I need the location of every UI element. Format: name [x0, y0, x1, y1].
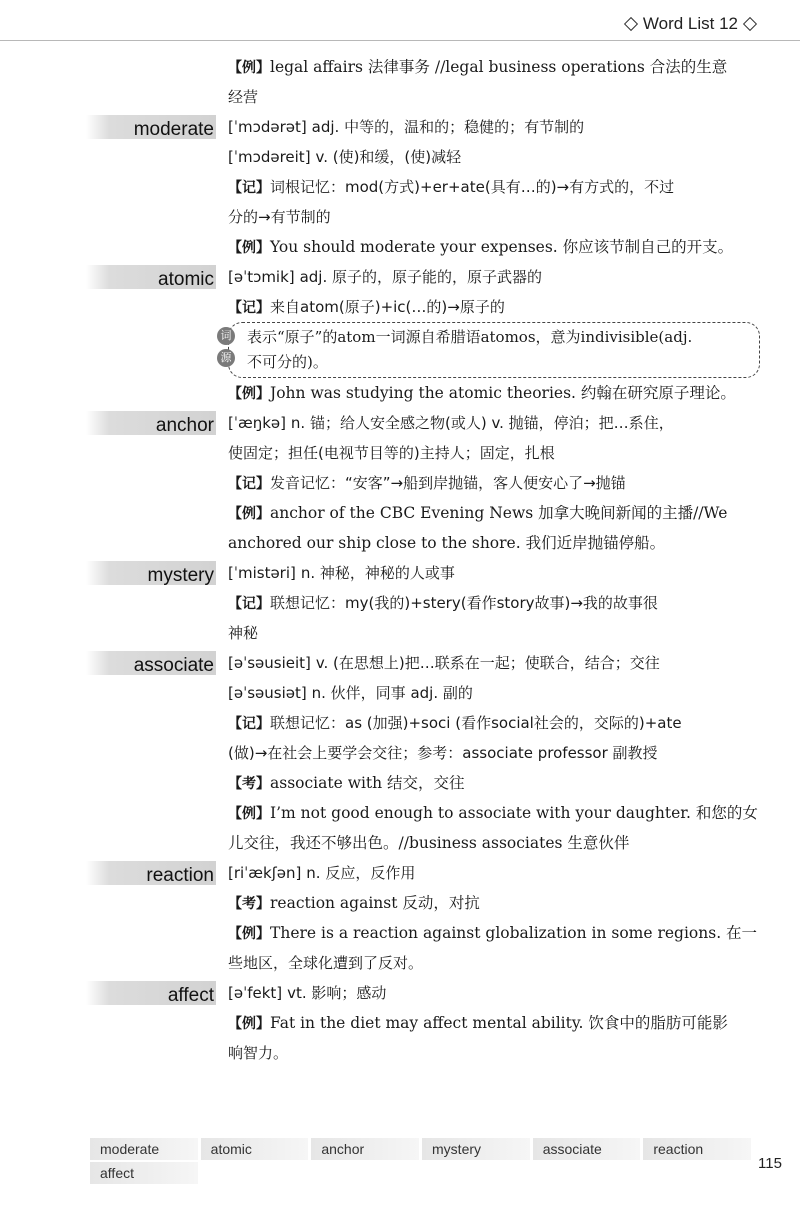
- example-tag: 【例】: [228, 506, 270, 522]
- example-tag: 【例】: [228, 926, 270, 942]
- pronunciation: [ˈmɔdəreit]: [228, 148, 311, 166]
- diamond-icon: [625, 18, 637, 30]
- memory-tag: 【记】: [228, 716, 270, 732]
- entry-anchor-ex2: [0, 528, 800, 558]
- definition: n. 神秘，神秘的人或事: [300, 564, 455, 582]
- headword-atomic: [86, 265, 216, 289]
- entry-reaction: [0, 858, 800, 888]
- headword-label: associate: [133, 655, 214, 676]
- example-text: 些地区，全球化遭到了反对。: [228, 954, 424, 972]
- pronunciation: [ˈæŋkə]: [228, 414, 286, 432]
- pronunciation: [riˈækʃən]: [228, 864, 302, 882]
- entry-reaction-ex2: [0, 948, 800, 978]
- headword-label: moderate: [133, 119, 214, 140]
- definition: adj. 原子的，原子能的，原子武器的: [299, 268, 543, 286]
- exam-tag: 【考】: [228, 896, 270, 912]
- example-text: 儿交往，我还不够出色。//business associates 生意伙伴: [228, 834, 630, 852]
- entry-reaction-kao: [0, 888, 800, 918]
- review-word-strip: [90, 1138, 754, 1186]
- entry-moderate-def2: [0, 142, 800, 172]
- page-number: 115: [758, 1155, 782, 1172]
- entry-affect-ex: [0, 1008, 800, 1038]
- headword-label: reaction: [146, 865, 214, 886]
- headword-reaction: [86, 861, 216, 885]
- example-tag: 【例】: [228, 806, 270, 822]
- definition: adj. 中等的，温和的；稳健的；有节制的: [311, 118, 585, 136]
- headword-label: affect: [167, 985, 214, 1006]
- headword-label: mystery: [147, 565, 214, 586]
- example-text: You should moderate your expenses. 你应该节制自己的开支。: [270, 238, 734, 256]
- entry-atomic-mem: [0, 292, 800, 322]
- entry-anchor-def2: [0, 438, 800, 468]
- example-text: legal affairs 法律事务 //legal business operations 合法的生意: [270, 58, 728, 76]
- entry-moderate-mem2: [0, 202, 800, 232]
- review-row-2: [90, 1162, 754, 1186]
- etymology-text: [247, 325, 749, 375]
- entry-anchor-mem: [0, 468, 800, 498]
- definition: vt. 影响；感动: [287, 984, 387, 1002]
- pronunciation: [əˈsəusieit]: [228, 654, 311, 672]
- headword-anchor: [86, 411, 216, 435]
- example-text: I’m not good enough to associate with your daughter. 和您的女: [270, 804, 758, 822]
- headword-label: atomic: [158, 269, 214, 290]
- memory-tag: 【记】: [228, 300, 270, 316]
- memory-text: 词根记忆：mod(方式)+er+ate(具有…的)→有方式的，不过: [270, 178, 675, 196]
- entry-affect-ex2: [0, 1038, 800, 1068]
- page-header: [0, 0, 800, 44]
- word-list-content: [0, 52, 800, 1068]
- exam-tag: 【考】: [228, 776, 270, 792]
- header-title-wrap: [625, 14, 756, 34]
- example-text: John was studying the atomic theories. 约翰在研究原子理论。: [270, 384, 736, 402]
- example-tag: 【例】: [228, 240, 270, 256]
- exam-text: associate with 结交，交往: [270, 774, 465, 792]
- entry-anchor-ex: [0, 498, 800, 528]
- review-word: associate: [533, 1138, 641, 1160]
- memory-text: 发音记忆：“安客”→船到岸抛锚，客人便安心了→抛锚: [270, 474, 626, 492]
- review-row-1: [90, 1138, 754, 1162]
- example-text: anchor of the CBC Evening News 加拿大晚间新闻的主播//We: [270, 504, 728, 522]
- lead-example-line: [0, 52, 800, 82]
- entry-associate-mem2: [0, 738, 800, 768]
- headword-affect: [86, 981, 216, 1005]
- example-text: anchored our ship close to the shore. 我们近岸抛锚停船。: [228, 534, 666, 552]
- headword-mystery: [86, 561, 216, 585]
- entry-associate-ex: [0, 798, 800, 828]
- memory-text: 来自atom(原子)+ic(…的)→原子的: [270, 298, 505, 316]
- word-list-title: Word List 12: [642, 14, 738, 33]
- entry-associate-mem: [0, 708, 800, 738]
- etymology-line: 表示“原子”的atom一词源自希腊语atomos，意为indivisible(adj.: [247, 328, 693, 346]
- header-divider: [0, 40, 800, 41]
- entry-associate-kao: [0, 768, 800, 798]
- diamond-icon: [744, 18, 756, 30]
- lead-example-cont: [0, 82, 800, 112]
- entry-moderate-ex: [0, 232, 800, 262]
- definition: v. (在思想上)把…联系在一起；使联合，结合；交往: [315, 654, 660, 672]
- etymology-badge-char: 词: [217, 327, 235, 345]
- pronunciation: [əˈfekt]: [228, 984, 283, 1002]
- example-text: Fat in the diet may affect mental ability. 饮食中的脂肪可能影: [270, 1014, 728, 1032]
- memory-tag: 【记】: [228, 180, 270, 196]
- exam-text: reaction against 反动，对抗: [270, 894, 480, 912]
- entry-moderate-mem: [0, 172, 800, 202]
- etymology-box: [220, 322, 760, 378]
- memory-tag: 【记】: [228, 476, 270, 492]
- example-text: There is a reaction against globalization in some regions. 在一: [270, 924, 758, 942]
- review-word: reaction: [643, 1138, 751, 1160]
- review-word: atomic: [201, 1138, 309, 1160]
- entry-moderate: [0, 112, 800, 142]
- entry-affect: [0, 978, 800, 1008]
- review-word: affect: [90, 1162, 198, 1184]
- entry-atomic: [0, 262, 800, 292]
- example-tag: 【例】: [228, 386, 270, 402]
- pronunciation: [ˈmistəri]: [228, 564, 296, 582]
- definition: 使固定；担任(电视节目等的)主持人；固定，扎根: [228, 444, 555, 462]
- entry-associate-def2: [0, 678, 800, 708]
- memory-text: (做)→在社会上要学会交往；参考：associate professor 副教授: [228, 744, 658, 762]
- entry-reaction-ex: [0, 918, 800, 948]
- entry-associate: [0, 648, 800, 678]
- etymology-badge-char: 源: [217, 349, 235, 367]
- memory-text: 联想记忆：as (加强)+soci (看作social社会的，交际的)+ate: [270, 714, 682, 732]
- entry-mystery-mem: [0, 588, 800, 618]
- entry-mystery-mem2: [0, 618, 800, 648]
- entry-mystery: [0, 558, 800, 588]
- example-tag: 【例】: [228, 60, 270, 76]
- headword-moderate: [86, 115, 216, 139]
- headword-associate: [86, 651, 216, 675]
- headword-label: anchor: [155, 415, 214, 436]
- definition: n. 反应，反作用: [306, 864, 416, 882]
- memory-tag: 【记】: [228, 596, 270, 612]
- review-word: mystery: [422, 1138, 530, 1160]
- pronunciation: [əˈtɔmik]: [228, 268, 295, 286]
- definition: v. (使)和缓，(使)减轻: [315, 148, 462, 166]
- pronunciation: [əˈsəusiət]: [228, 684, 307, 702]
- review-word: moderate: [90, 1138, 198, 1160]
- etymology-line: 不可分的)。: [247, 353, 328, 371]
- memory-text: 分的→有节制的: [228, 208, 331, 226]
- review-word: anchor: [311, 1138, 419, 1160]
- definition: n. 锚；给人安全感之物(或人) v. 抛锚，停泊；把…系住，: [290, 414, 674, 432]
- example-text: 经营: [228, 88, 259, 106]
- memory-text: 神秘: [228, 624, 259, 642]
- example-text: 响智力。: [228, 1044, 289, 1062]
- etymology-badge: [217, 325, 239, 375]
- entry-anchor: [0, 408, 800, 438]
- definition: n. 伙伴，同事 adj. 副的: [311, 684, 473, 702]
- entry-associate-ex2: [0, 828, 800, 858]
- pronunciation: [ˈmɔdərət]: [228, 118, 307, 136]
- example-tag: 【例】: [228, 1016, 270, 1032]
- memory-text: 联想记忆：my(我的)+stery(看作story故事)→我的故事很: [270, 594, 658, 612]
- entry-atomic-ex: [0, 378, 800, 408]
